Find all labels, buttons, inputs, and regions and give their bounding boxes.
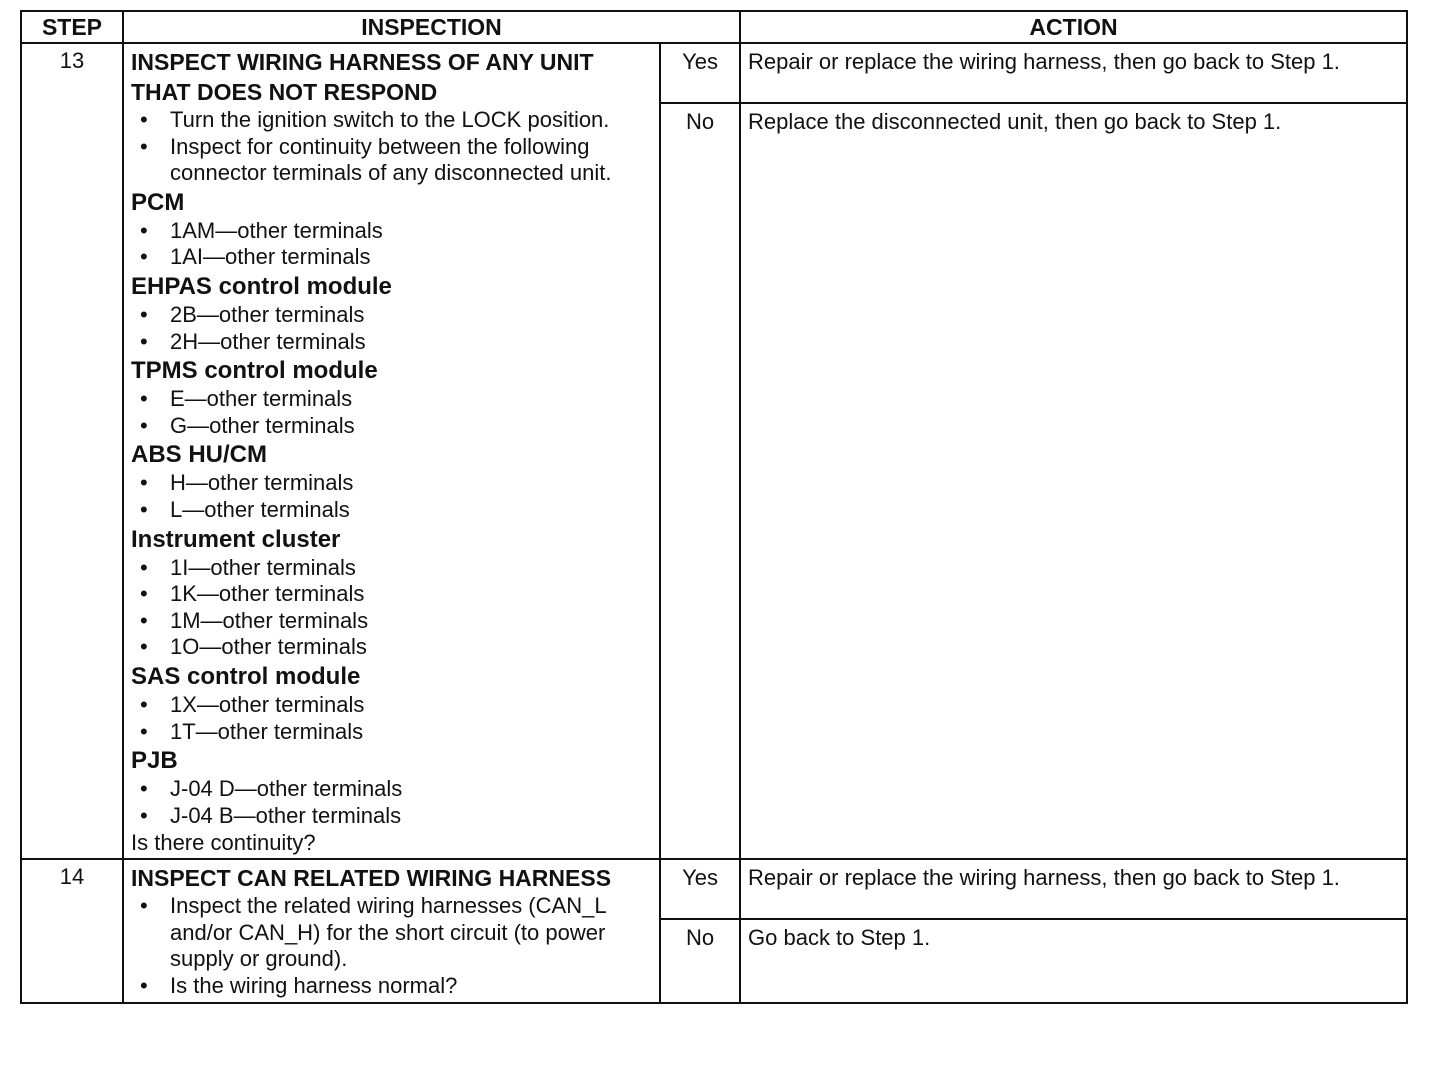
- instruction-item: • Is the wiring harness normal?: [131, 973, 653, 1000]
- step-title: INSPECT WIRING HARNESS OF ANY UNIT THAT DOES NOT RESPOND: [131, 49, 594, 105]
- terminal-item: • J-04 D—other terminals: [131, 776, 653, 803]
- terminal-item: • 1K—other terminals: [131, 581, 653, 608]
- group-heading: SAS control module: [131, 662, 361, 690]
- yes-action: Repair or replace the wiring harness, then go back to Step 1.: [740, 859, 1407, 919]
- terminal-item: • 2B—other terminals: [131, 302, 653, 329]
- group-heading: PJB: [131, 747, 178, 775]
- instruction-list: [131, 107, 653, 187]
- no-label: No: [660, 103, 740, 859]
- group-heading: Instrument cluster: [131, 525, 341, 553]
- terminal-list: [131, 386, 653, 439]
- step-13-yes-row: [21, 43, 1407, 103]
- header-step: STEP: [21, 11, 123, 43]
- step-13-inspection: [123, 43, 660, 859]
- troubleshooting-table: [20, 10, 1408, 1004]
- terminal-item: • G—other terminals: [131, 413, 653, 440]
- terminal-item: • 1M—other terminals: [131, 608, 653, 635]
- terminal-item: • J-04 B—other terminals: [131, 803, 653, 830]
- terminal-list: [131, 776, 653, 829]
- terminal-item: • 1I—other terminals: [131, 555, 653, 582]
- terminal-item: • E—other terminals: [131, 386, 653, 413]
- instruction-item: • Turn the ignition switch to the LOCK position.: [131, 107, 653, 134]
- no-action: Replace the disconnected unit, then go back to Step 1.: [740, 103, 1407, 859]
- terminal-item: • 2H—other terminals: [131, 329, 653, 356]
- terminal-list: [131, 218, 653, 271]
- terminal-item: • 1O—other terminals: [131, 634, 653, 661]
- header-row: [21, 11, 1407, 43]
- step-14-yes-row: [21, 859, 1407, 919]
- instruction-item: • Inspect for continuity between the following connector terminals of any disconnected unit.: [131, 134, 653, 187]
- terminal-item: • 1T—other terminals: [131, 719, 653, 746]
- step-question: Is there continuity?: [131, 830, 316, 856]
- yes-action: Repair or replace the wiring harness, then go back to Step 1.: [740, 43, 1407, 103]
- terminal-item: • L—other terminals: [131, 497, 653, 524]
- yes-label: Yes: [660, 859, 740, 919]
- group-heading: EHPAS control module: [131, 272, 392, 300]
- terminal-item: • 1AM—other terminals: [131, 218, 653, 245]
- terminal-list: [131, 470, 653, 523]
- group-heading: TPMS control module: [131, 357, 378, 385]
- group-heading: PCM: [131, 188, 185, 216]
- group-heading: ABS HU/CM: [131, 441, 267, 469]
- no-label: No: [660, 919, 740, 1002]
- terminal-list: [131, 302, 653, 355]
- terminal-item: • 1AI—other terminals: [131, 244, 653, 271]
- no-action: Go back to Step 1.: [740, 919, 1407, 1002]
- yes-label: Yes: [660, 43, 740, 103]
- header-inspection: INSPECTION: [123, 11, 740, 43]
- terminal-item: • H—other terminals: [131, 470, 653, 497]
- step-14-inspection: [123, 859, 660, 1002]
- terminal-item: • 1X—other terminals: [131, 692, 653, 719]
- step-number: 13: [21, 43, 123, 859]
- terminal-list: [131, 555, 653, 661]
- header-action: ACTION: [740, 11, 1407, 43]
- terminal-list: [131, 692, 653, 745]
- instruction-item: • Inspect the related wiring harnesses (CAN_L and/or CAN_H) for the short circuit (to power supply or ground).: [131, 893, 653, 973]
- step-title: INSPECT CAN RELATED WIRING HARNESS: [131, 865, 612, 892]
- step-number: 14: [21, 859, 123, 1002]
- instruction-list: [131, 893, 653, 999]
